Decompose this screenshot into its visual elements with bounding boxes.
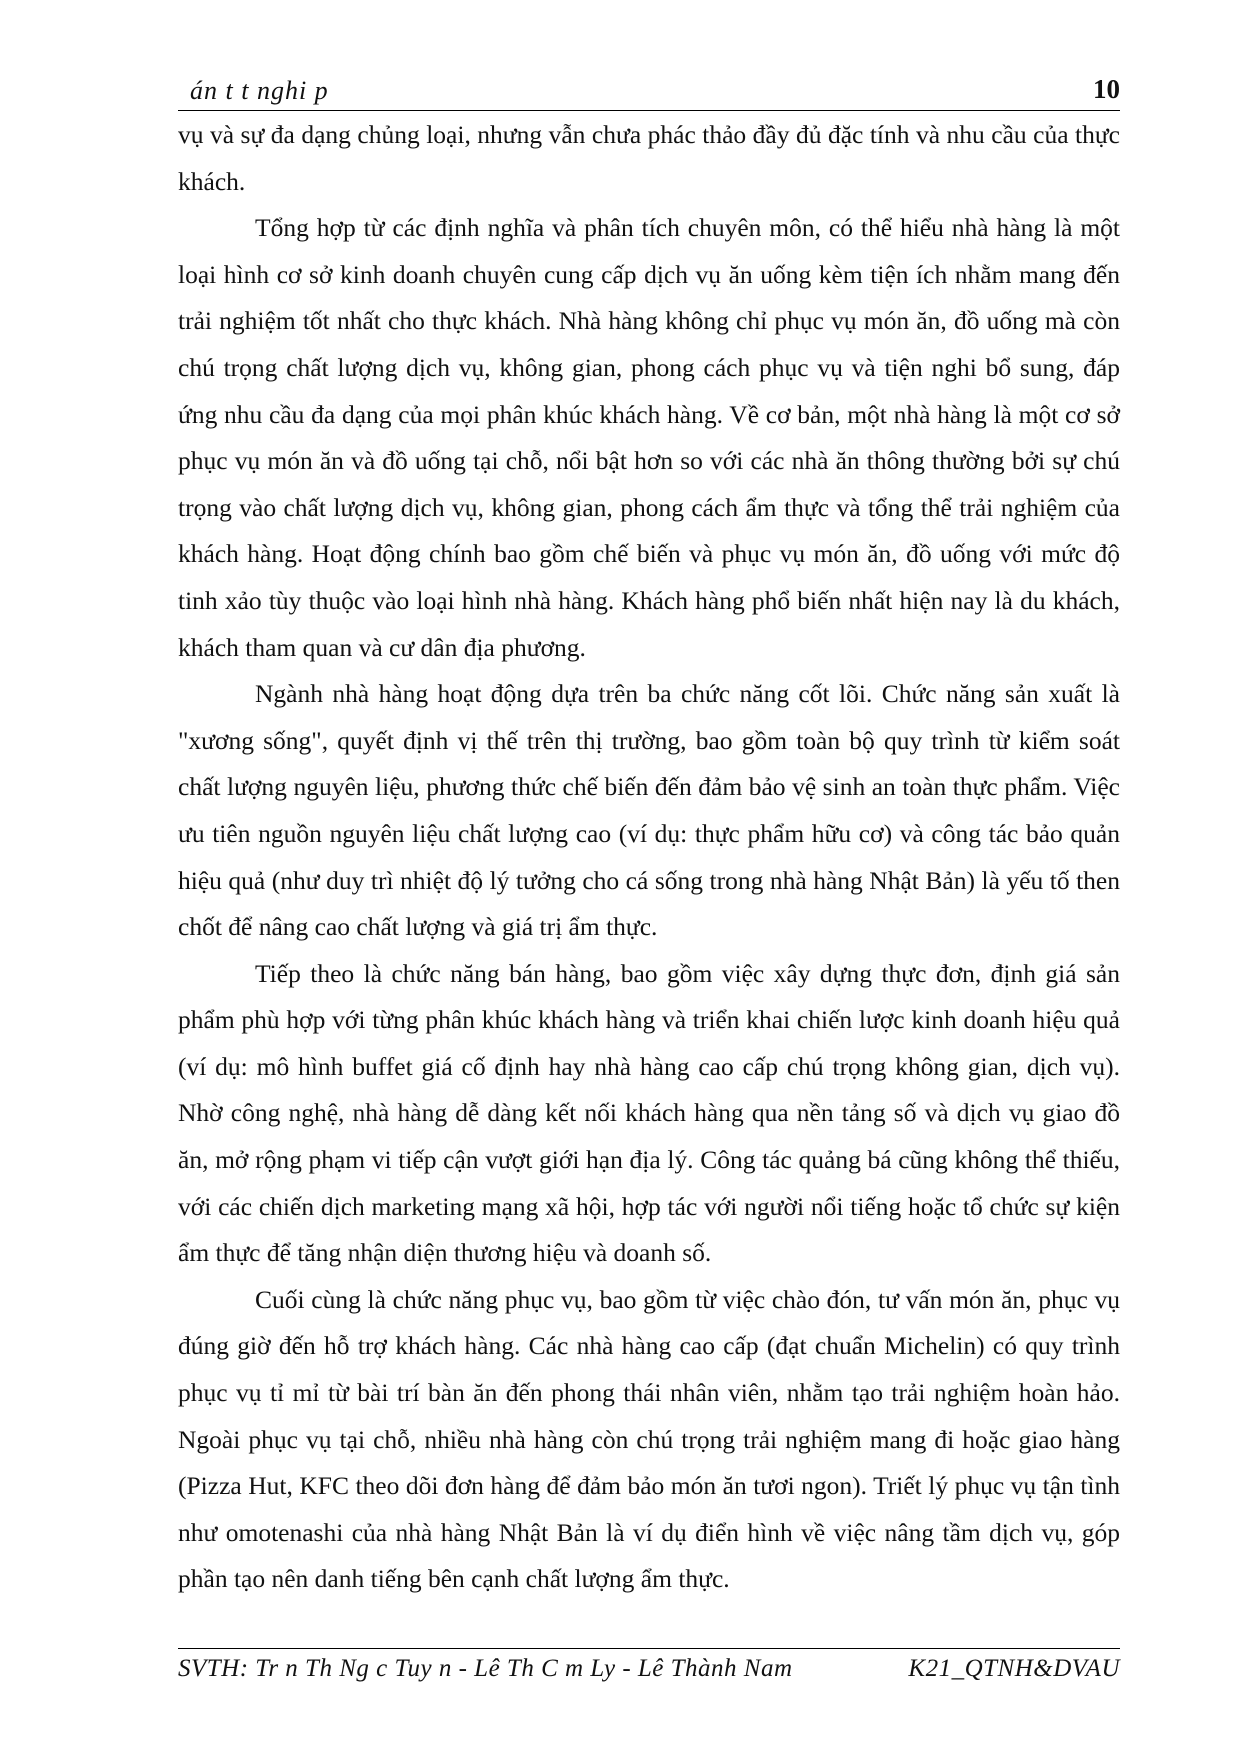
- header-title: án t t nghi p: [190, 76, 329, 105]
- paragraph-continuation: vụ và sự đa dạng chủng loại, nhưng vẫn chưa phác thảo đầy đủ đặc tính và nhu cầu của thực khách.: [178, 120, 1120, 196]
- footer-class-code: K21_QTNH&DVAU: [908, 1655, 1120, 1682]
- page-header: [178, 72, 1120, 111]
- paragraph-restaurant-definition: Tổng hợp từ các định nghĩa và phân tích chuyên môn, có thể hiểu nhà hàng là một loại hình cơ sở kinh doanh chuyên cung cấp dịch vụ ăn uống kèm tiện ích nhằm mang đến trải nghiệm tốt nhất cho thực khách. Nhà hàng không chỉ phục vụ món ăn, đồ uống mà còn chú trọng chất lượng dịch vụ, không gian, phong cách phục vụ và tiện nghi bổ sung, đáp ứng nhu cầu đa dạng của mọi phân khúc khách hàng. Về cơ bản, một nhà hàng là một cơ sở phục vụ món ăn và đồ uống tại chỗ, nổi bật hơn so với các nhà ăn thông thường bởi sự chú trọng vào chất lượng dịch vụ, không gian, phong cách ẩm thực và tổng thể trải nghiệm của khách hàng. Hoạt động chính bao gồm chế biến và phục vụ món ăn, đồ uống với mức độ tinh xảo tùy thuộc vào loại hình nhà hàng. Khách hàng phổ biến nhất hiện nay là du khách, khách tham quan và cư dân địa phương.: [178, 213, 1120, 662]
- paragraph-service-function: Cuối cùng là chức năng phục vụ, bao gồm từ việc chào đón, tư vấn món ăn, phục vụ đúng giờ đến hỗ trợ khách hàng. Các nhà hàng cao cấp (đạt chuẩn Michelin) có quy trình phục vụ tỉ mỉ từ bài trí bàn ăn đến phong thái nhân viên, nhằm tạo trải nghiệm hoàn hảo. Ngoài phục vụ tại chỗ, nhiều nhà hàng còn chú trọng trải nghiệm mang đi hoặc giao hàng (Pizza Hut, KFC theo dõi đơn hàng để đảm bảo món ăn tươi ngon). Triết lý phục vụ tận tình như omotenashi của nhà hàng Nhật Bản là ví dụ điển hình về việc nâng tầm dịch vụ, góp phần tạo nên danh tiếng bên cạnh chất lượng ẩm thực.: [178, 1284, 1120, 1594]
- paragraph-production-function: Ngành nhà hàng hoạt động dựa trên ba chức năng cốt lõi. Chức năng sản xuất là "xương sống", quyết định vị thế trên thị trường, bao gồm toàn bộ quy trình từ kiểm soát chất lượng nguyên liệu, phương thức chế biến đến đảm bảo vệ sinh an toàn thực phẩm. Việc ưu tiên nguồn nguyên liệu chất lượng cao (ví dụ: thực phẩm hữu cơ) và công tác bảo quản hiệu quả (như duy trì nhiệt độ lý tưởng cho cá sống trong nhà hàng Nhật Bản) là yếu tố then chốt để nâng cao chất lượng và giá trị ẩm thực.: [178, 679, 1120, 942]
- page-footer: [178, 1648, 1120, 1689]
- page-number: 10: [1093, 74, 1120, 104]
- paragraph-sales-function: Tiếp theo là chức năng bán hàng, bao gồm việc xây dựng thực đơn, định giá sản phẩm phù hợp với từng phân khúc khách hàng và triển khai chiến lược kinh doanh hiệu quả (ví dụ: mô hình buffet giá cố định hay nhà hàng cao cấp chú trọng không gian, dịch vụ). Nhờ công nghệ, nhà hàng dễ dàng kết nối khách hàng qua nền tảng số và dịch vụ giao đồ ăn, mở rộng phạm vi tiếp cận vượt giới hạn địa lý. Công tác quảng bá cũng không thể thiếu, với các chiến dịch marketing mạng xã hội, hợp tác với người nổi tiếng hoặc tổ chức sự kiện ẩm thực để tăng nhận diện thương hiệu và doanh số.: [178, 958, 1120, 1268]
- body-text: [178, 112, 1120, 1603]
- footer-authors: SVTH: Tr n Th Ng c Tuy n - Lê Th C m Ly - Lê Thành Nam: [178, 1655, 793, 1682]
